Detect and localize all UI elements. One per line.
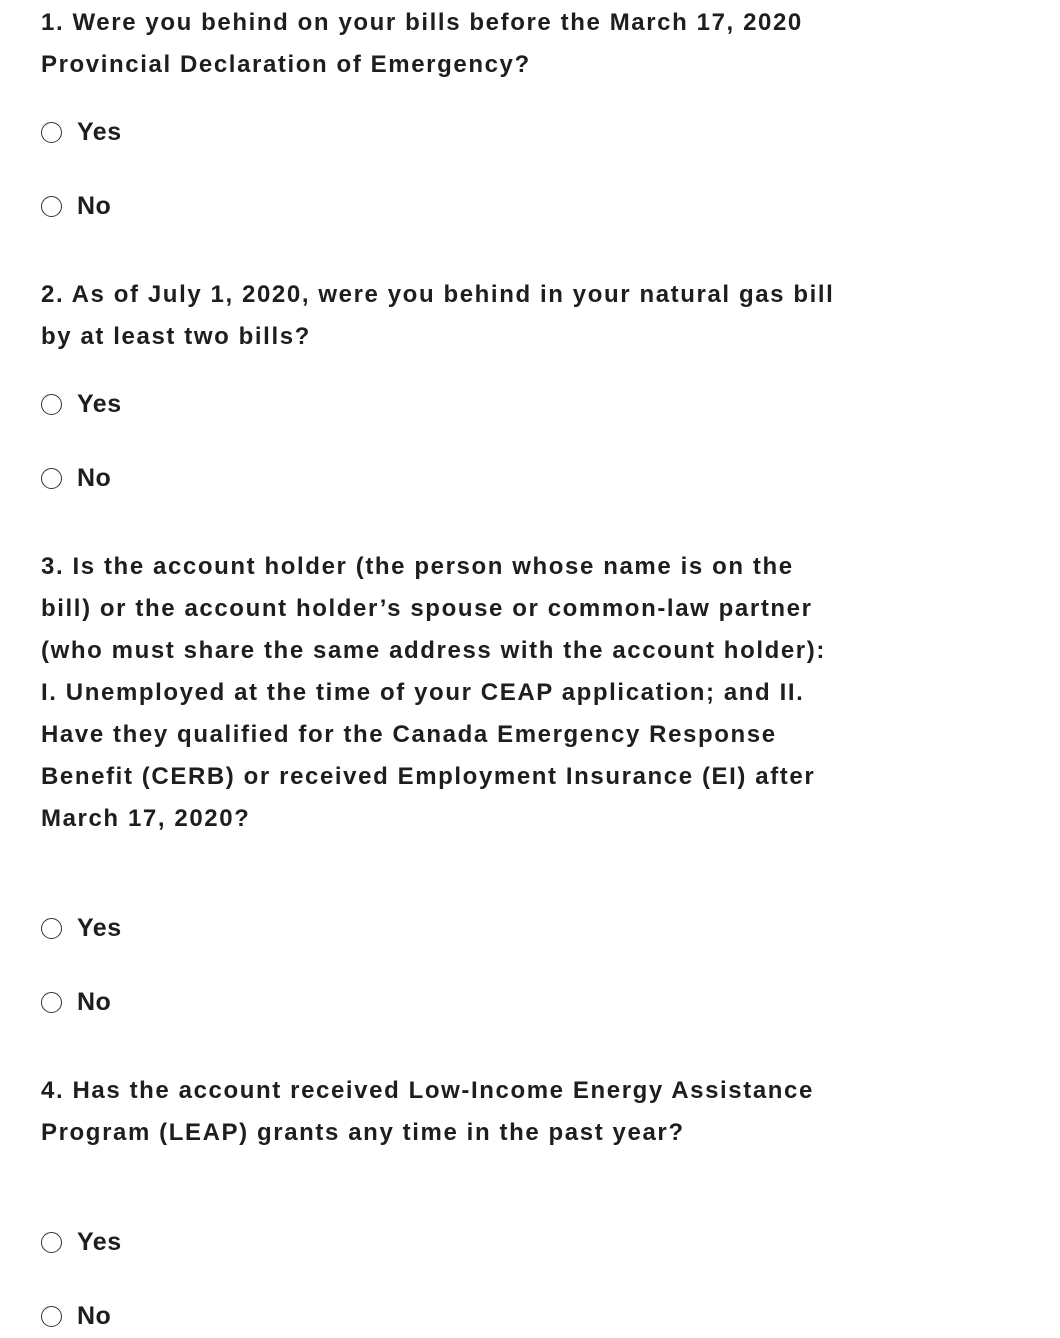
question-2-text: 2. As of July 1, 2020, were you behind in your natural gas bill by at least two bills? bbox=[41, 281, 835, 350]
q2-radio-yes[interactable] bbox=[41, 394, 62, 415]
question-3-text: 3. Is the account holder (the person whose name is on the bill) or the account holder’s spouse or common-law partner (who must share the same address with the account holder): I. Unemployed at the time of your CEAP application; and II. Have they qualified for the Canada Emergency Response Benefit (CERB) or received Employment Insurance (EI) after March 17, 2020? bbox=[41, 553, 826, 832]
q4-radio-no[interactable] bbox=[41, 1306, 62, 1327]
q3-radio-no[interactable] bbox=[41, 992, 62, 1013]
question-4-text: 4. Has the account received Low-Income Energy Assistance Program (LEAP) grants any time in the past year? bbox=[41, 1077, 814, 1146]
q1-option-no[interactable] bbox=[41, 189, 111, 223]
q2-option-no-label: No bbox=[77, 463, 112, 492]
q1-option-no-label: No bbox=[77, 191, 112, 220]
q3-option-yes-label: Yes bbox=[77, 913, 122, 942]
q1-radio-no[interactable] bbox=[41, 196, 62, 217]
q4-radio-yes[interactable] bbox=[41, 1232, 62, 1253]
q4-option-no[interactable] bbox=[41, 1299, 111, 1333]
q3-option-no[interactable] bbox=[41, 985, 111, 1019]
q3-radio-yes[interactable] bbox=[41, 918, 62, 939]
q4-option-yes-label: Yes bbox=[77, 1227, 122, 1256]
q4-option-yes[interactable] bbox=[41, 1225, 122, 1259]
q1-option-yes[interactable] bbox=[41, 115, 122, 149]
q4-option-no-label: No bbox=[77, 1301, 112, 1330]
q2-option-no[interactable] bbox=[41, 461, 111, 495]
q2-radio-no[interactable] bbox=[41, 468, 62, 489]
q3-option-yes[interactable] bbox=[41, 911, 122, 945]
q2-option-yes-label: Yes bbox=[77, 389, 122, 418]
q2-option-yes[interactable] bbox=[41, 387, 122, 421]
q1-radio-yes[interactable] bbox=[41, 122, 62, 143]
q1-option-yes-label: Yes bbox=[77, 117, 122, 146]
question-1-text: 1. Were you behind on your bills before the March 17, 2020 Provincial Declaration of Emergency? bbox=[41, 9, 803, 78]
q3-option-no-label: No bbox=[77, 987, 112, 1016]
